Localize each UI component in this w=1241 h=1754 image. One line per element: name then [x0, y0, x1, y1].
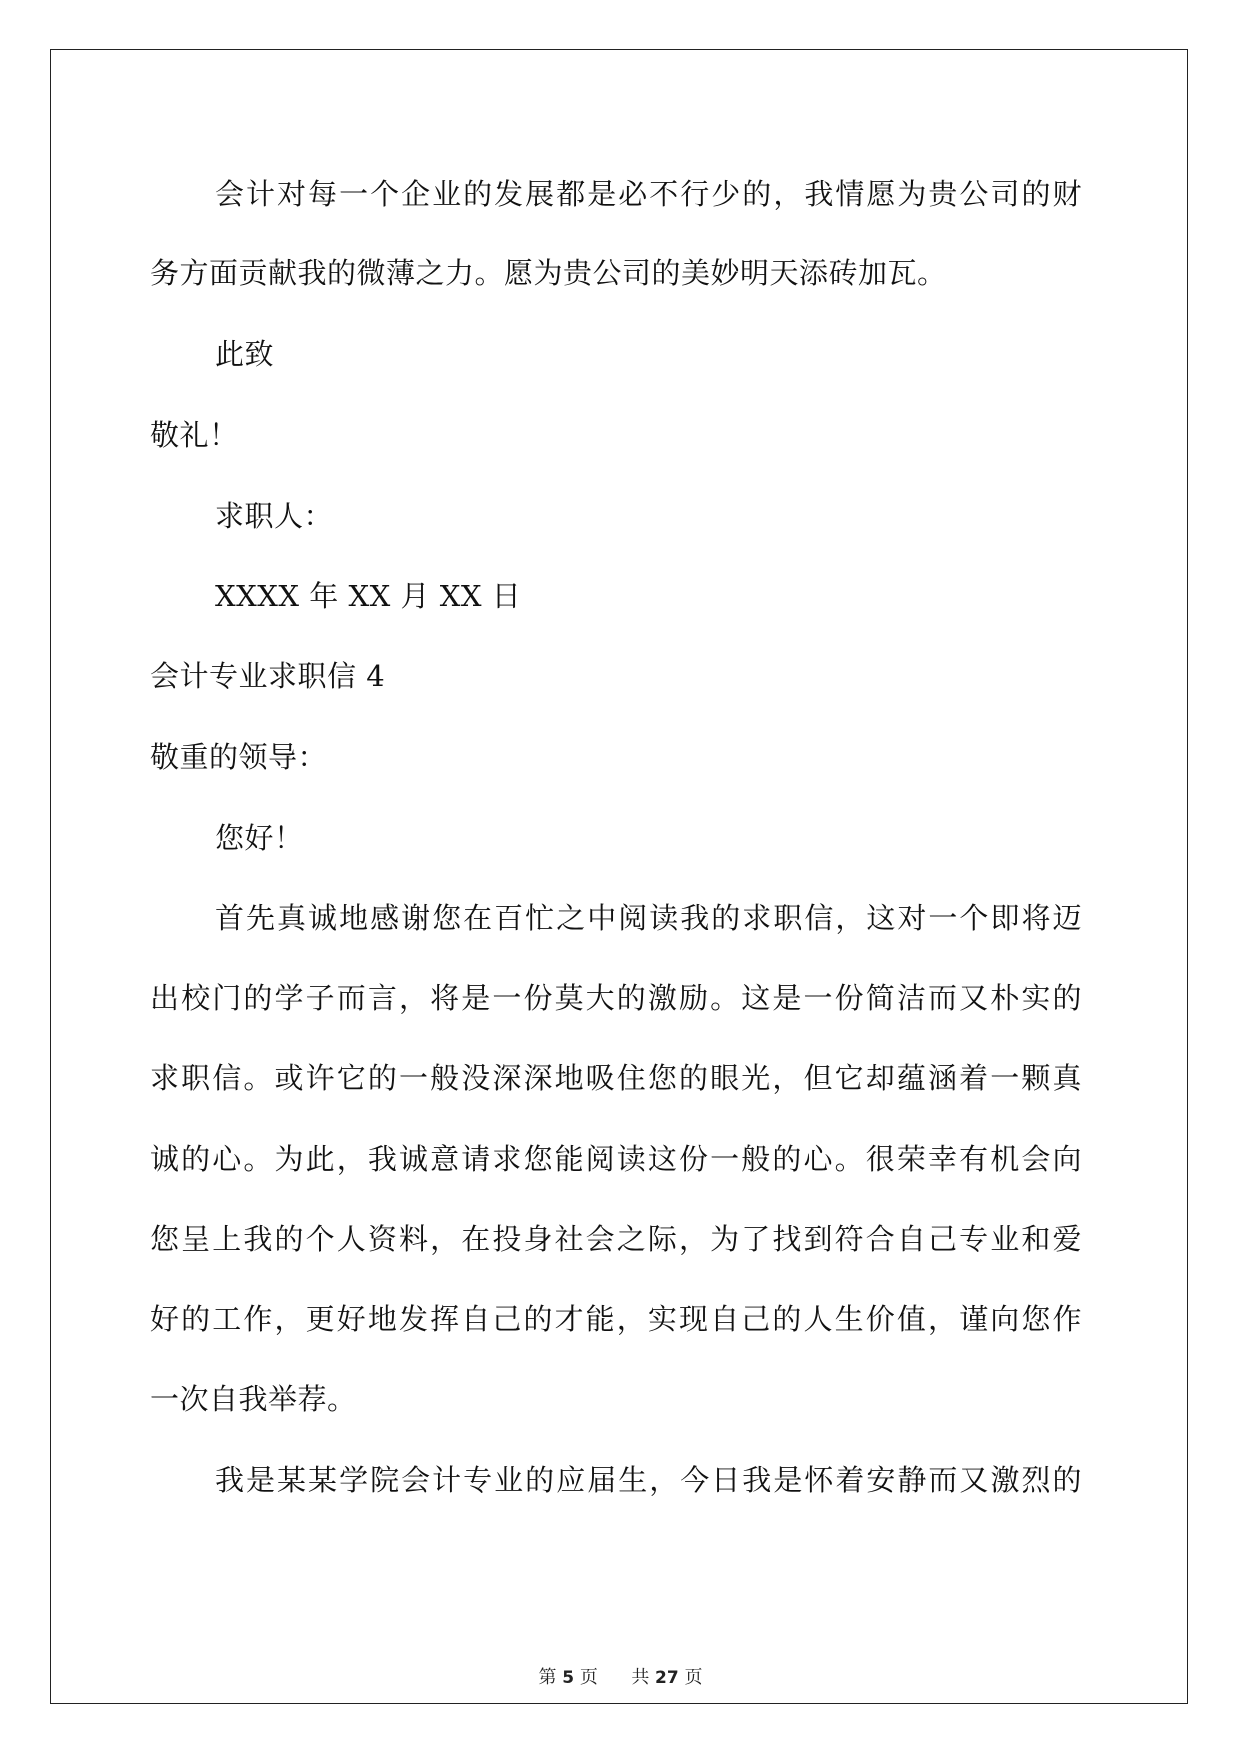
paragraph-3-line-1: 我是某某学院会计专业的应届生，今日我是怀着安静而又激烈的: [215, 1463, 1082, 1497]
footer-total-suffix: 页: [684, 1667, 703, 1688]
paragraph-2-line-3: 求职信。或许它的一般没深深地吸住您的眼光，但它却蕴涵着一颗真: [150, 1061, 1082, 1095]
footer-prefix: 第: [538, 1667, 557, 1688]
signature-label: 求职人：: [215, 499, 334, 533]
page-border: [50, 49, 1188, 1704]
current-page-number: 5: [562, 1668, 575, 1688]
date-line: XXXX 年 XX 月 XX 日: [215, 579, 522, 613]
page-footer: [0, 1666, 1241, 1690]
closing-cizhi: 此致: [215, 337, 275, 371]
paragraph-1-line-2: 务方面贡献我的微薄之力。愿为贵公司的美妙明天添砖加瓦。: [150, 256, 947, 290]
paragraph-2-line-2: 出校门的学子而言，将是一份莫大的激励。这是一份简洁而又朴实的: [150, 981, 1082, 1015]
paragraph-2-line-4: 诚的心。为此，我诚意请求您能阅读这份一般的心。很荣幸有机会向: [150, 1142, 1082, 1176]
paragraph-2-line-7: 一次自我举荐。: [150, 1382, 357, 1416]
paragraph-2-line-1: 首先真诚地感谢您在百忙之中阅读我的求职信，这对一个即将迈: [215, 901, 1082, 935]
paragraph-1-line-1: 会计对每一个企业的发展都是必不行少的，我情愿为贵公司的财: [215, 177, 1082, 211]
salutation: 敬重的领导：: [150, 740, 328, 774]
footer-page-suffix: 页: [579, 1667, 598, 1688]
greeting: 您好！: [215, 821, 304, 855]
paragraph-2-line-6: 好的工作，更好地发挥自己的才能，实现自己的人生价值，谨向您作: [150, 1302, 1082, 1336]
section-heading: 会计专业求职信 4: [150, 659, 386, 693]
paragraph-2-line-5: 您呈上我的个人资料，在投身社会之际，为了找到符合自己专业和爱: [150, 1222, 1082, 1256]
closing-jingli: 敬礼！: [150, 418, 239, 452]
footer-total-prefix: 共: [631, 1667, 650, 1688]
total-page-count: 27: [655, 1668, 679, 1688]
